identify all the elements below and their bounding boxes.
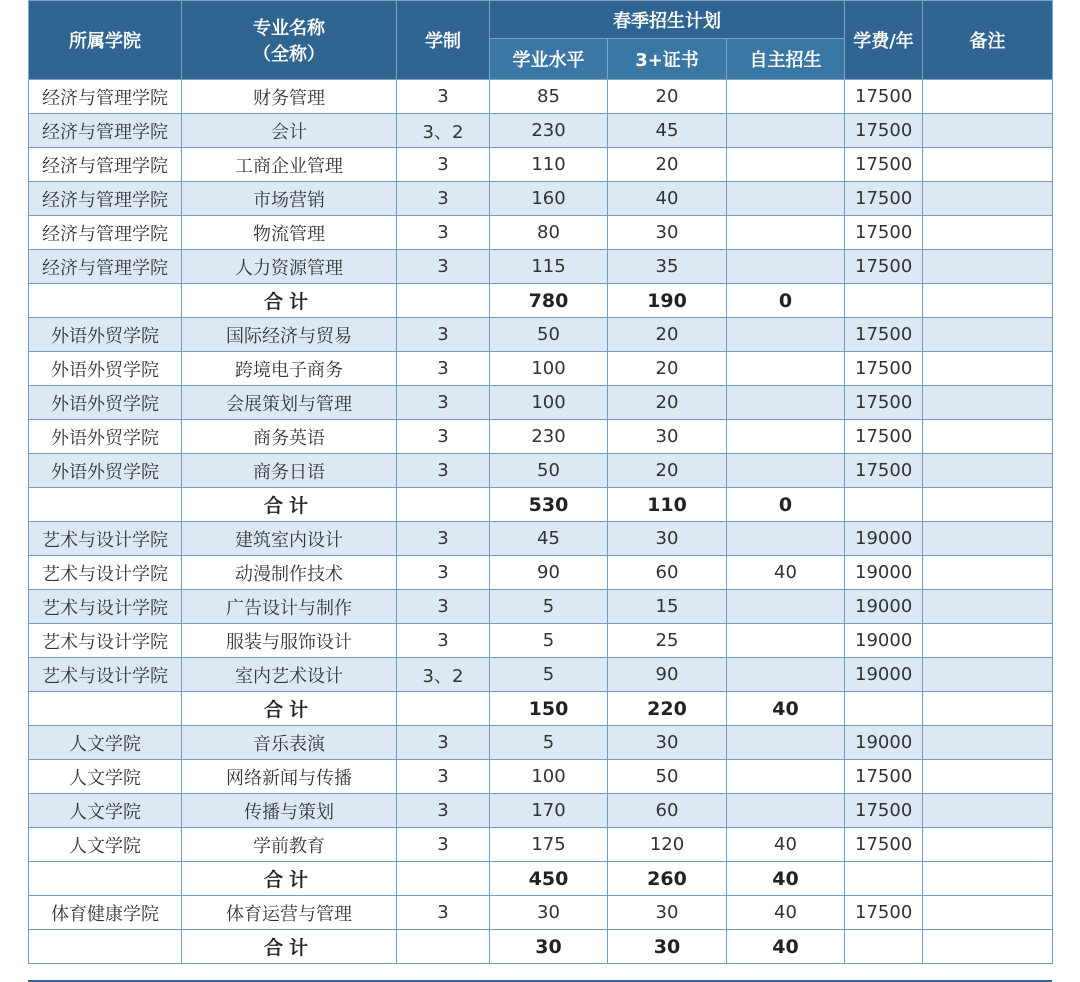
cell-cert: 110 <box>608 488 727 522</box>
table-row <box>29 318 1053 352</box>
cell-self-enroll <box>727 454 845 488</box>
table-row <box>29 726 1053 760</box>
header-note: 备注 <box>923 1 1053 80</box>
cell-major: 商务日语 <box>182 454 397 488</box>
header-spring-plan: 春季招生计划 <box>490 1 845 39</box>
table-row <box>29 658 1053 692</box>
cell-duration: 3 <box>397 522 490 556</box>
subtotal-label: 合计 <box>182 488 397 522</box>
header-academic-level: 学业水平 <box>490 39 608 80</box>
cell-academic-level: 230 <box>490 114 608 148</box>
cell-academic-level: 90 <box>490 556 608 590</box>
table-row <box>29 454 1053 488</box>
header-college: 所属学院 <box>29 1 182 80</box>
cell-major: 音乐表演 <box>182 726 397 760</box>
cell-academic-level: 230 <box>490 420 608 454</box>
cell-academic-level: 5 <box>490 590 608 624</box>
subtotal-row <box>29 862 1053 896</box>
cell-major: 网络新闻与传播 <box>182 760 397 794</box>
table-row <box>29 386 1053 420</box>
cell-cert: 25 <box>608 624 727 658</box>
cell-note <box>923 624 1053 658</box>
table-row <box>29 250 1053 284</box>
cell-self-enroll <box>727 522 845 556</box>
cell-fee: 17500 <box>845 896 923 930</box>
table-body <box>29 80 1053 964</box>
cell-college <box>29 488 182 522</box>
table-row <box>29 182 1053 216</box>
cell-duration: 3 <box>397 318 490 352</box>
cell-academic-level: 30 <box>490 896 608 930</box>
cell-major: 动漫制作技术 <box>182 556 397 590</box>
cell-self-enroll: 40 <box>727 862 845 896</box>
cell-college <box>29 862 182 896</box>
cell-college: 艺术与设计学院 <box>29 658 182 692</box>
cell-duration: 3 <box>397 148 490 182</box>
cell-college: 经济与管理学院 <box>29 80 182 114</box>
cell-major: 学前教育 <box>182 828 397 862</box>
cell-fee: 17500 <box>845 250 923 284</box>
cell-note <box>923 726 1053 760</box>
cell-college: 经济与管理学院 <box>29 182 182 216</box>
cell-self-enroll <box>727 250 845 284</box>
cell-college: 艺术与设计学院 <box>29 590 182 624</box>
cell-college: 外语外贸学院 <box>29 318 182 352</box>
cell-major: 跨境电子商务 <box>182 352 397 386</box>
table-row <box>29 216 1053 250</box>
cell-major: 人力资源管理 <box>182 250 397 284</box>
cell-cert: 30 <box>608 420 727 454</box>
cell-fee: 17500 <box>845 760 923 794</box>
cell-college <box>29 692 182 726</box>
cell-self-enroll <box>727 760 845 794</box>
cell-academic-level: 175 <box>490 828 608 862</box>
cell-major: 会展策划与管理 <box>182 386 397 420</box>
subtotal-label: 合计 <box>182 862 397 896</box>
cell-cert: 35 <box>608 250 727 284</box>
table-row <box>29 760 1053 794</box>
cell-college: 艺术与设计学院 <box>29 522 182 556</box>
cell-note <box>923 216 1053 250</box>
cell-academic-level: 100 <box>490 352 608 386</box>
cell-major: 国际经济与贸易 <box>182 318 397 352</box>
cell-academic-level: 5 <box>490 658 608 692</box>
cell-major: 物流管理 <box>182 216 397 250</box>
cell-self-enroll: 40 <box>727 896 845 930</box>
cell-cert: 260 <box>608 862 727 896</box>
cell-cert: 30 <box>608 726 727 760</box>
cell-duration <box>397 284 490 318</box>
cell-college: 经济与管理学院 <box>29 216 182 250</box>
subtotal-label: 合计 <box>182 692 397 726</box>
cell-college: 经济与管理学院 <box>29 250 182 284</box>
cell-duration: 3 <box>397 216 490 250</box>
cell-note <box>923 828 1053 862</box>
cell-self-enroll: 40 <box>727 692 845 726</box>
cell-college: 人文学院 <box>29 828 182 862</box>
cell-cert: 15 <box>608 590 727 624</box>
cell-cert: 60 <box>608 556 727 590</box>
cell-fee <box>845 862 923 896</box>
cell-fee: 17500 <box>845 420 923 454</box>
cell-note <box>923 590 1053 624</box>
cell-fee: 17500 <box>845 148 923 182</box>
cell-note <box>923 318 1053 352</box>
cell-college: 外语外贸学院 <box>29 454 182 488</box>
cell-cert: 30 <box>608 522 727 556</box>
cell-duration <box>397 862 490 896</box>
cell-cert: 120 <box>608 828 727 862</box>
cell-cert: 30 <box>608 216 727 250</box>
cell-fee: 19000 <box>845 522 923 556</box>
cell-college: 艺术与设计学院 <box>29 556 182 590</box>
cell-duration: 3、2 <box>397 114 490 148</box>
cell-self-enroll: 40 <box>727 828 845 862</box>
cell-cert: 50 <box>608 760 727 794</box>
cell-cert: 20 <box>608 318 727 352</box>
cell-duration: 3 <box>397 352 490 386</box>
subtotal-label: 合计 <box>182 930 397 964</box>
cell-college: 经济与管理学院 <box>29 148 182 182</box>
cell-fee: 17500 <box>845 352 923 386</box>
cell-duration: 3 <box>397 182 490 216</box>
cell-self-enroll <box>727 148 845 182</box>
cell-academic-level: 170 <box>490 794 608 828</box>
cell-college: 人文学院 <box>29 760 182 794</box>
cell-self-enroll <box>727 590 845 624</box>
cell-academic-level: 150 <box>490 692 608 726</box>
cell-duration: 3 <box>397 590 490 624</box>
table-row <box>29 80 1053 114</box>
cell-college: 体育健康学院 <box>29 896 182 930</box>
cell-note <box>923 114 1053 148</box>
cell-cert: 220 <box>608 692 727 726</box>
cell-college: 外语外贸学院 <box>29 420 182 454</box>
cell-duration: 3 <box>397 454 490 488</box>
cell-self-enroll: 0 <box>727 284 845 318</box>
cell-duration: 3 <box>397 896 490 930</box>
cell-note <box>923 930 1053 964</box>
cell-duration <box>397 692 490 726</box>
cell-fee: 19000 <box>845 556 923 590</box>
cell-note <box>923 522 1053 556</box>
cell-fee <box>845 692 923 726</box>
cell-fee: 17500 <box>845 114 923 148</box>
cell-note <box>923 692 1053 726</box>
cell-college: 人文学院 <box>29 794 182 828</box>
cell-fee: 17500 <box>845 182 923 216</box>
table-row <box>29 114 1053 148</box>
cell-self-enroll <box>727 80 845 114</box>
cell-academic-level: 115 <box>490 250 608 284</box>
cell-duration: 3、2 <box>397 658 490 692</box>
cell-cert: 20 <box>608 80 727 114</box>
header-duration: 学制 <box>397 1 490 80</box>
cell-note <box>923 658 1053 692</box>
header-major <box>182 1 397 80</box>
cell-college: 经济与管理学院 <box>29 114 182 148</box>
header-cert: 3+证书 <box>608 39 727 80</box>
table-header <box>29 1 1053 80</box>
table-row <box>29 556 1053 590</box>
cell-fee: 19000 <box>845 624 923 658</box>
cell-fee: 19000 <box>845 590 923 624</box>
cell-college: 人文学院 <box>29 726 182 760</box>
cell-note <box>923 250 1053 284</box>
cell-academic-level: 780 <box>490 284 608 318</box>
cell-note <box>923 420 1053 454</box>
cell-fee <box>845 488 923 522</box>
cell-duration <box>397 488 490 522</box>
cell-major: 建筑室内设计 <box>182 522 397 556</box>
cell-duration <box>397 930 490 964</box>
cell-note <box>923 454 1053 488</box>
cell-academic-level: 110 <box>490 148 608 182</box>
cell-self-enroll <box>727 420 845 454</box>
cell-self-enroll <box>727 624 845 658</box>
cell-fee: 17500 <box>845 80 923 114</box>
cell-duration: 3 <box>397 760 490 794</box>
cell-fee: 19000 <box>845 726 923 760</box>
cell-academic-level: 450 <box>490 862 608 896</box>
cell-college <box>29 930 182 964</box>
cell-cert: 40 <box>608 182 727 216</box>
cell-academic-level: 530 <box>490 488 608 522</box>
cell-note <box>923 794 1053 828</box>
cell-fee <box>845 284 923 318</box>
cell-duration: 3 <box>397 828 490 862</box>
cell-cert: 190 <box>608 284 727 318</box>
cell-self-enroll <box>727 114 845 148</box>
cell-duration: 3 <box>397 80 490 114</box>
cell-fee: 17500 <box>845 794 923 828</box>
cell-duration: 3 <box>397 794 490 828</box>
cell-duration: 3 <box>397 250 490 284</box>
cell-academic-level: 5 <box>490 726 608 760</box>
table-row <box>29 420 1053 454</box>
table-row <box>29 794 1053 828</box>
cell-note <box>923 148 1053 182</box>
cell-self-enroll <box>727 216 845 250</box>
cell-note <box>923 862 1053 896</box>
cell-self-enroll <box>727 386 845 420</box>
cell-major: 财务管理 <box>182 80 397 114</box>
cell-academic-level: 45 <box>490 522 608 556</box>
cell-fee <box>845 930 923 964</box>
cell-cert: 30 <box>608 930 727 964</box>
cell-academic-level: 50 <box>490 454 608 488</box>
cell-cert: 20 <box>608 352 727 386</box>
cell-fee: 17500 <box>845 318 923 352</box>
cell-note <box>923 386 1053 420</box>
header-self-enroll: 自主招生 <box>727 39 845 80</box>
cell-major: 体育运营与管理 <box>182 896 397 930</box>
table-row <box>29 522 1053 556</box>
enrollment-plan-table <box>28 0 1053 964</box>
cell-major: 传播与策划 <box>182 794 397 828</box>
cell-note <box>923 556 1053 590</box>
cell-self-enroll: 0 <box>727 488 845 522</box>
subtotal-row <box>29 284 1053 318</box>
cell-academic-level: 50 <box>490 318 608 352</box>
cell-college: 外语外贸学院 <box>29 352 182 386</box>
cell-academic-level: 5 <box>490 624 608 658</box>
cell-note <box>923 760 1053 794</box>
cell-academic-level: 100 <box>490 386 608 420</box>
cell-major: 服装与服饰设计 <box>182 624 397 658</box>
cell-note <box>923 896 1053 930</box>
cell-academic-level: 85 <box>490 80 608 114</box>
cell-fee: 17500 <box>845 454 923 488</box>
cell-note <box>923 80 1053 114</box>
cell-cert: 90 <box>608 658 727 692</box>
cell-cert: 20 <box>608 148 727 182</box>
cell-self-enroll: 40 <box>727 556 845 590</box>
cell-fee: 19000 <box>845 658 923 692</box>
cell-self-enroll <box>727 182 845 216</box>
cell-self-enroll: 40 <box>727 930 845 964</box>
cell-self-enroll <box>727 318 845 352</box>
cell-duration: 3 <box>397 556 490 590</box>
enrollment-plan-table-wrapper <box>28 0 1052 964</box>
cell-academic-level: 30 <box>490 930 608 964</box>
cell-cert: 20 <box>608 454 727 488</box>
cell-major: 商务英语 <box>182 420 397 454</box>
cell-self-enroll <box>727 658 845 692</box>
cell-fee: 17500 <box>845 216 923 250</box>
header-fee: 学费/年 <box>845 1 923 80</box>
subtotal-label: 合计 <box>182 284 397 318</box>
subtotal-row <box>29 930 1053 964</box>
cell-major: 市场营销 <box>182 182 397 216</box>
subtotal-row <box>29 692 1053 726</box>
cell-note <box>923 352 1053 386</box>
cell-major: 工商企业管理 <box>182 148 397 182</box>
cell-cert: 30 <box>608 896 727 930</box>
table-row <box>29 352 1053 386</box>
cell-major: 会计 <box>182 114 397 148</box>
table-row <box>29 828 1053 862</box>
cell-duration: 3 <box>397 624 490 658</box>
table-row <box>29 624 1053 658</box>
cell-note <box>923 488 1053 522</box>
cell-academic-level: 80 <box>490 216 608 250</box>
cell-duration: 3 <box>397 420 490 454</box>
cell-academic-level: 160 <box>490 182 608 216</box>
cell-cert: 60 <box>608 794 727 828</box>
cell-self-enroll <box>727 726 845 760</box>
cell-self-enroll <box>727 352 845 386</box>
cell-college: 艺术与设计学院 <box>29 624 182 658</box>
cell-major: 室内艺术设计 <box>182 658 397 692</box>
cell-duration: 3 <box>397 726 490 760</box>
cell-note <box>923 284 1053 318</box>
cell-fee: 17500 <box>845 828 923 862</box>
cell-major: 广告设计与制作 <box>182 590 397 624</box>
header-major-line1: 专业名称 <box>253 18 325 39</box>
cell-duration: 3 <box>397 386 490 420</box>
cell-academic-level: 100 <box>490 760 608 794</box>
cell-fee: 17500 <box>845 386 923 420</box>
cell-note <box>923 182 1053 216</box>
cell-college: 外语外贸学院 <box>29 386 182 420</box>
table-row <box>29 590 1053 624</box>
cell-cert: 45 <box>608 114 727 148</box>
cell-college <box>29 284 182 318</box>
header-major-line2: （全称） <box>253 44 325 65</box>
table-row <box>29 896 1053 930</box>
cell-cert: 20 <box>608 386 727 420</box>
table-row <box>29 148 1053 182</box>
cell-self-enroll <box>727 794 845 828</box>
subtotal-row <box>29 488 1053 522</box>
